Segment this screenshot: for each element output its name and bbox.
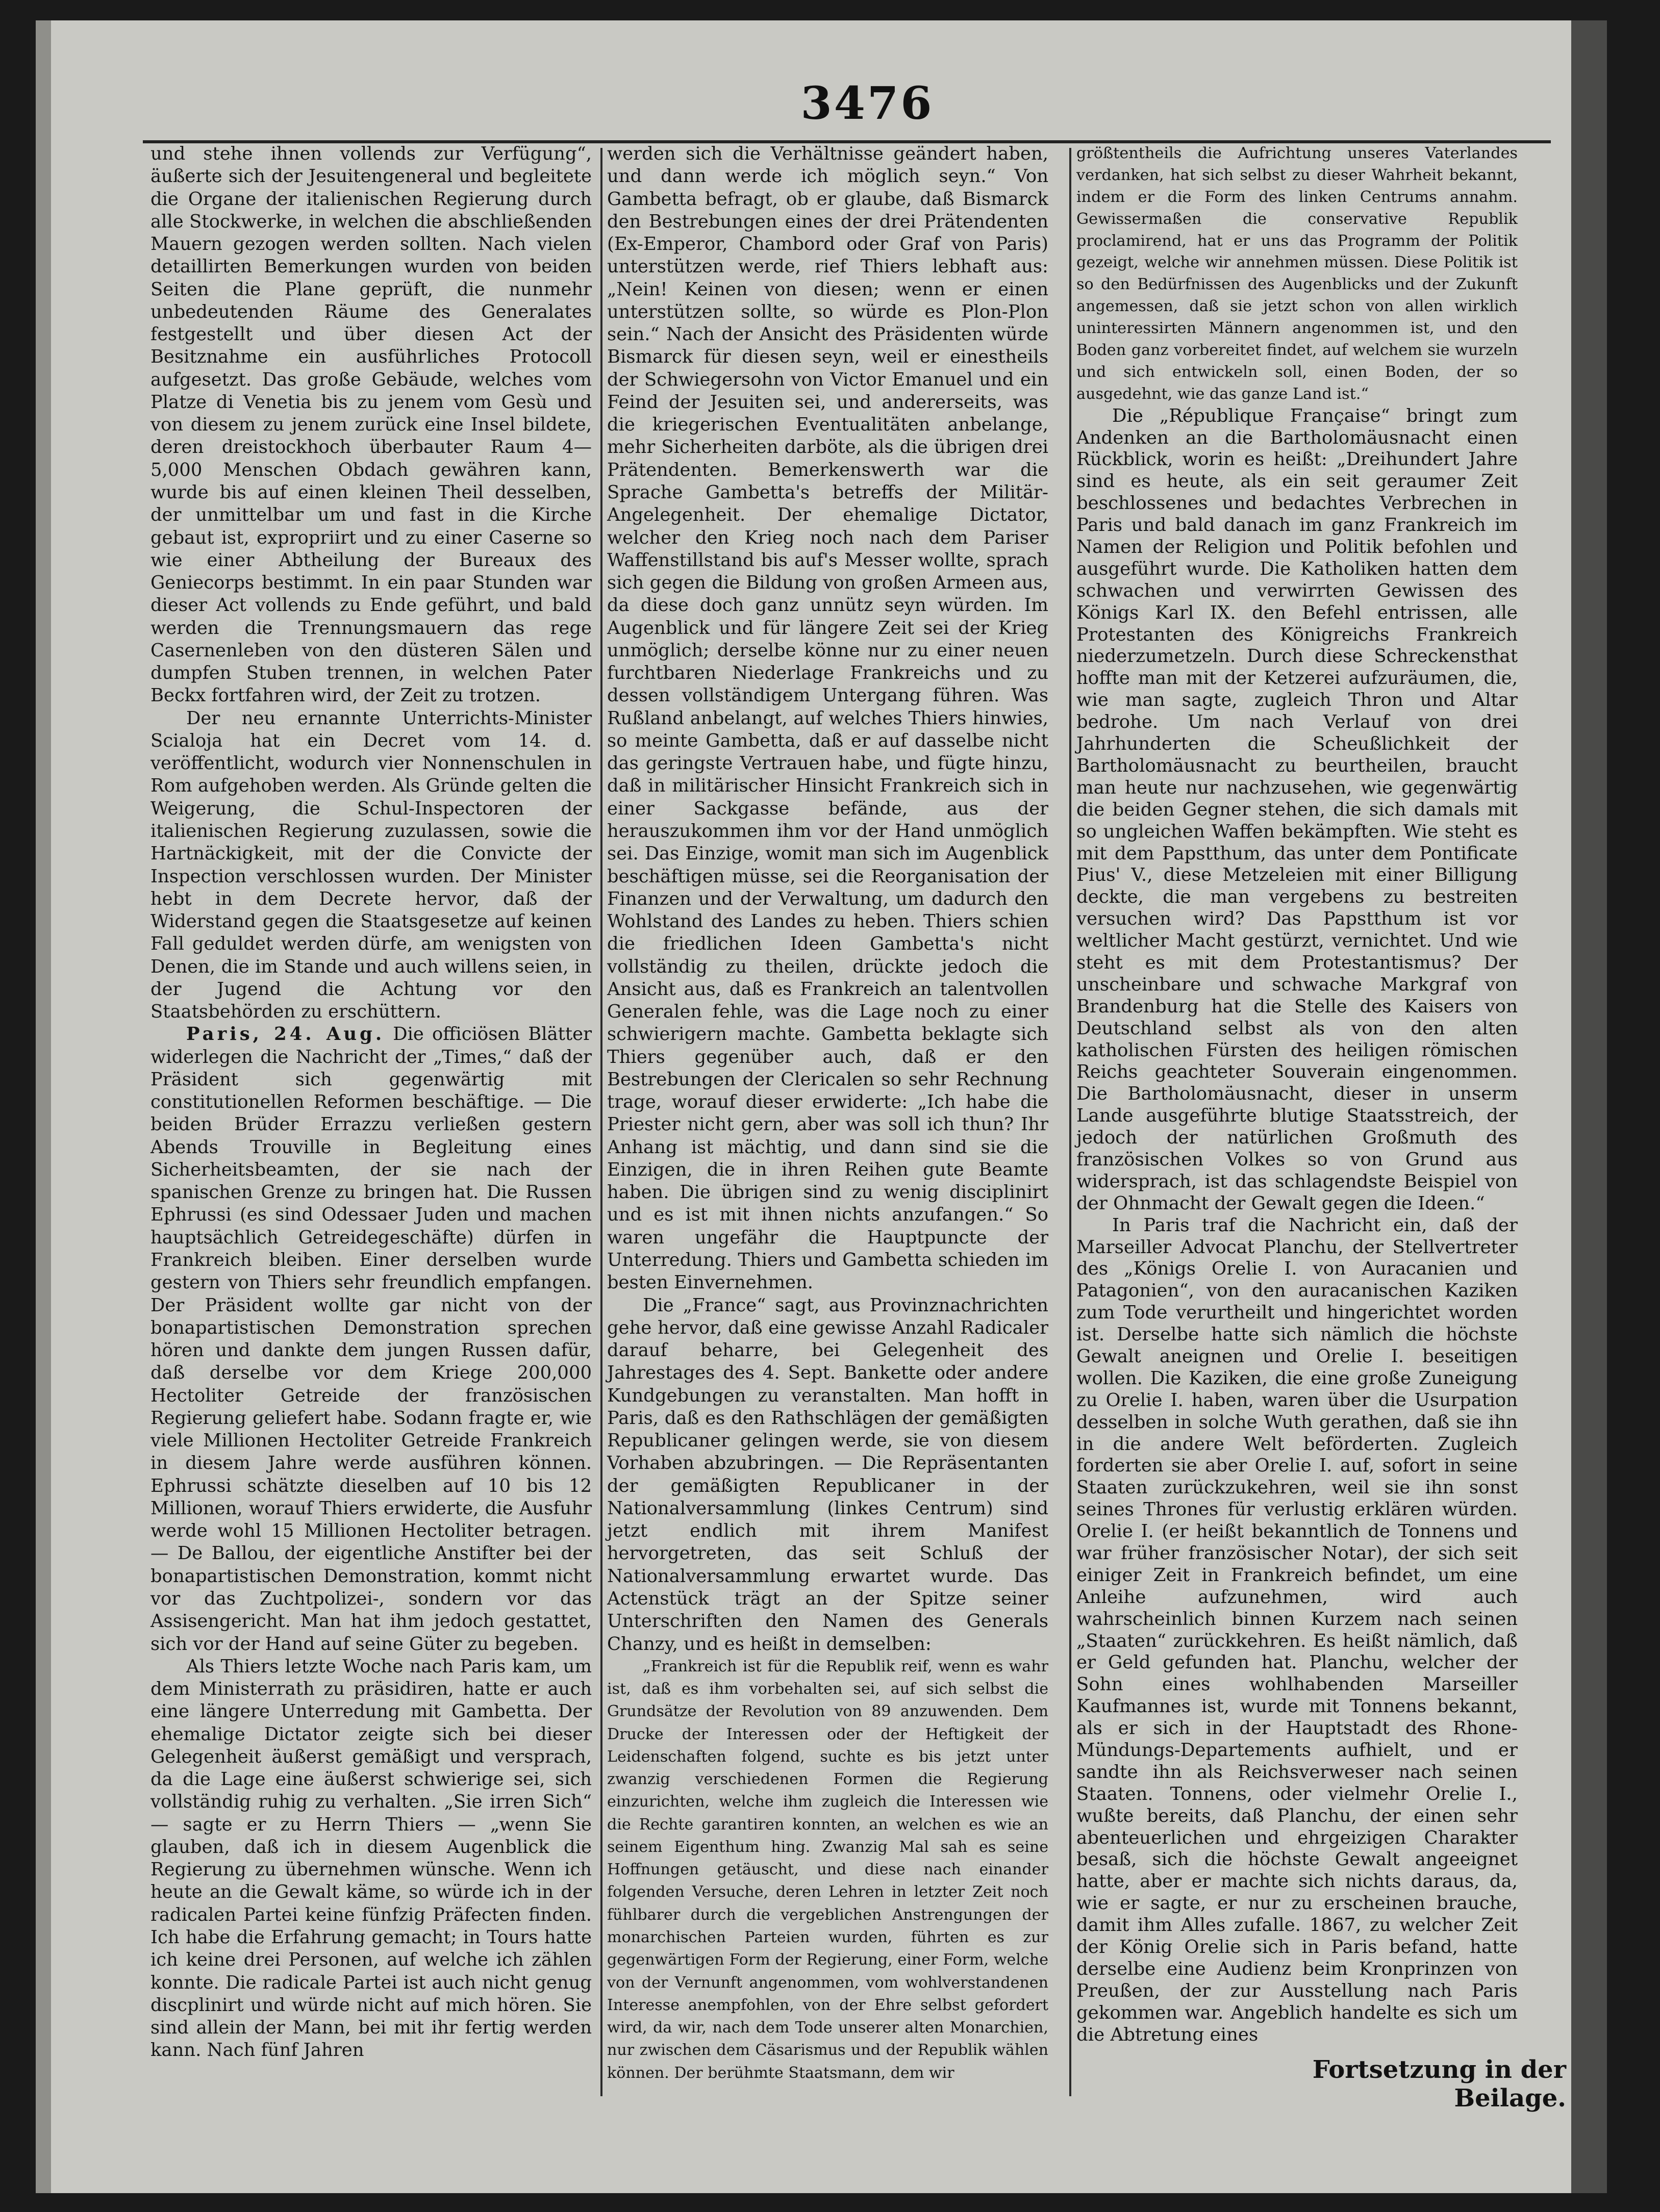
column-2 [607,143,1048,2084]
column-1 [150,143,592,2062]
column-divider [600,148,602,2096]
paragraph: werden sich die Verhältnisse geändert haben, und dann werde ich möglich seyn.“ Von Gambetta befragt, ob er glaube, daß Bismarck den Bestrebungen eines der drei Prätendenten (Ex-Emperor, Chambord oder Graf von Paris) unterstützen werde, rief Thiers lebhaft aus: „Nein! Keinen von diesen; wenn er einen unterstützen sollte, so würde es Plon-Plon sein.“ Nach der Ansicht des Präsidenten würde Bismarck für diesen seyn, weil er einestheils der Schwiegersohn von Victor Emanuel und ein Feind der Jesuiten sei, und andererseits, was die kriegerischen Eventualitäten anbelange, mehr Sicherheiten darböte, als die übrigen drei Prätendenten. Bemerkenswerth war die Sprache Gambetta's betreffs der Militär-Angelegenheit. Der ehemalige Dictator, welcher den Krieg noch nach dem Pariser Waffenstillstand bis auf's Messer wollte, sprach sich gegen die Bildung von großen Armeen aus, da diese doch ganz unnütz seyn würden. Im Augenblick und für längere Zeit sei der Krieg unmöglich; derselbe könne nur zu einer neuen furchtbaren Niederlage Frankreichs und zu dessen vollständigem Untergang führen. Was Rußland anbelangt, auf welches Thiers hinwies, so meinte Gambetta, daß er auf dasselbe nicht das geringste Vertrauen habe, und fügte hinzu, daß in militärischer Hinsicht Frankreich sich in einer Sackgasse befände, aus der herauszukommen ihm vor der Hand unmöglich sei. Das Einzige, womit man sich im Augenblick beschäftigen müsse, sei die Reorganisation der Finanzen und der Verwaltung, um dadurch den Wohlstand des Landes zu heben. Thiers schien die friedlichen Ideen Gambetta's nicht vollständig zu theilen, drückte jedoch die Ansicht aus, daß es Frankreich an talentvollen Generalen fehle, was die Lage noch zu einer schwierigern machte. Gambetta beklagte sich Thiers gegenüber auch, daß er den Bestrebungen der Clericalen so sehr Rechnung trage, worauf dieser erwiderte: „Ich habe die Priester nicht gern, aber was soll ich thun? Ihr Anhang ist mächtig, und dann sind sie die Einzigen, die in ihren Reihen gute Beamte haben. Die übrigen sind zu wenig disciplinirt und es ist mit ihnen nichts anzufangen.“ So waren ungefähr die Hauptpuncte der Unterredung. Thiers und Gambetta schieden im besten Einvernehmen. [607,143,1048,1293]
paragraph: In Paris traf die Nachricht ein, daß der Marseiller Advocat Planchu, der Stellvertreter des „Königs Orelie I. von Auracanien und Patagonien“, von den auracanischen Kaziken zum Tode verurtheilt und hingerichtet worden ist. Derselbe hatte sich nämlich die höchste Gewalt aneignen und Orelie I. beseitigen wollen. Die Kaziken, die eine große Zuneigung zu Orelie I. haben, waren über die Usurpation desselben in solche Wuth gerathen, daß sie ihn in die andere Welt beförderten. Zugleich forderten sie aber Orelie I. auf, sofort in seine Staaten zurückzukehren, weil sie ihn sonst seines Thrones für verlustig erklären würden. Orelie I. (er heißt bekanntlich de Tonnens und war früher französischer Notar), der sich seit einiger Zeit in Frankreich befindet, um eine Anleihe aufzunehmen, wird auch wahrscheinlich binnen Kurzem nach seinen „Staaten“ zurückkehren. Es heißt nämlich, daß er Geld gefunden hat. Planchu, welcher der Sohn eines wohlhabenden Marseiller Kaufmannes ist, wurde mit Tonnens bekannt, als er sich in der Hauptstadt des Rhone-Mündungs-Departements aufhielt, und er sandte ihn als Reichsverweser nach seinen Staaten. Tonnens, oder vielmehr Orelie I., wußte bereits, daß Planchu, der einen sehr abenteuerlichen und ehrgeizigen Charakter besaß, sich die höchste Gewalt angeeignet hatte, aber er machte sich nichts daraus, da, wie er sagte, er nur zu erscheinen brauche, damit ihm Alles zufalle. 1867, zu welcher Zeit der König Orelie sich in Paris befand, hatte derselbe eine Audienz beim Kronprinzen von Preußen, der zur Ausstellung nach Paris gekommen war. Angeblich handelte es sich um die Abtretung eines [1076,1214,1518,2045]
continuation-note: Fortsetzung in der Beilage. [1312,2055,1566,2113]
paragraph: Der neu ernannte Unterrichts-Minister Scialoja hat ein Decret vom 14. d. veröffentlicht, wodurch vier Nonnenschulen in Rom aufgehoben werden. Als Gründe gelten die Weigerung, die Schul-Inspectoren der italienischen Regierung zuzulassen, sowie die Hartnäckigkeit, mit der die Convicte der Inspection verschlossen wurden. Der Minister hebt in dem Decrete hervor, daß der Widerstand gegen die Staatsgesetze auf keinen Fall geduldet werden dürfe, am wenigsten von Denen, die im Stande und auch willens seien, in der Jugend die Achtung vor den Staatsbehörden zu erschüttern. [150,707,592,1023]
paragraph: Die „République Française“ bringt zum Andenken an die Bartholomäusnacht einen Rückblick, worin es heißt: „Dreihundert Jahre sind es heute, als ein seit geraumer Zeit beschlossenes und bedachtes Verbrechen in Paris und bald danach im ganz Frankreich im Namen der Religion und Politik befohlen und ausgeführt wurde. Die Katholiken hatten dem schwachen und verwirrten Gewissen des Königs Karl IX. den Befehl entrissen, alle Protestanten des Königreichs Frankreich niederzumetzeln. Durch diese Schreckensthat hoffte man mit der Ketzerei aufzuräumen, die, wie man sagte, zugleich Thron und Altar bedrohe. Um nach Verlauf von drei Jahrhunderten die Scheußlichkeit der Bartholomäusnacht zu beurtheilen, braucht man heute nur nachzusehen, wie gegenwärtig die beiden Gegner stehen, die sich damals mit so ungleichen Waffen bekämpften. Wie steht es mit dem Papstthum, das unter dem Pontificate Pius' V., diese Metzeleien mit einer Billigung deckte, die man vergebens zu bestreiten versuchen wird? Das Papstthum ist vor weltlicher Macht gestürzt, vernichtet. Und wie steht es mit dem Protestantismus? Der unscheinbare und schwache Markgraf von Brandenburg hat die Stelle des Kaisers von Deutschland selbst als von den alten katholischen Fürsten des heiligen römischen Reichs geachteter Souverain eingenommen. Die Bartholomäusnacht, dieser in unserm Lande ausgeführte blutige Staatsstreich, der jedoch der natürlichen Großmuth des französischen Volkes so von Grund aus widersprach, ist das schlagendste Beispiel von der Ohnmacht der Gewalt gegen die Ideen.“ [1076,405,1518,1214]
newspaper-page [36,20,1607,2193]
column-3 [1076,143,1518,2046]
dateline: Paris, 24. Aug. [186,1024,385,1045]
page-edge-right [1571,20,1607,2193]
page-number: 3476 [800,77,934,130]
paragraph: Die „France“ sagt, aus Provinznachrichten gehe hervor, daß eine gewisse Anzahl Radicaler darauf beharre, bei Gelegenheit des Jahrestages des 4. Sept. Bankette oder andere Kundgebungen zu veranstalten. Man hofft in Paris, daß es den Rathschlägen der gemäßigten Republicaner gelingen werde, sie von diesem Vorhaben abzubringen. — Die Repräsentanten der gemäßigten Republicaner in der Nationalversammlung (linkes Centrum) sind jetzt endlich mit ihrem Manifest hervorgetreten, das seit Schluß der Nationalversammlung erwartet wurde. Das Actenstück trägt an der Spitze seiner Unterschriften den Namen des Generals Chanzy, und es heißt in demselben: [607,1294,1048,1655]
page-edge-left [36,20,51,2193]
paragraph-body: Die officiösen Blätter widerlegen die Nachricht der „Times,“ daß der Präsident sich gegenwärtig mit constitutionellen Reformen beschäftige. — Die beiden Brüder Errazzu verließen gestern Abends Trouville in Begleitung eines Sicherheitsbeamten, der sie nach der spanischen Grenze zu bringen hat. Die Russen Ephrussi (es sind Odessaer Juden und machen hauptsächlich Getreidegeschäfte) dürfen in Frankreich bleiben. Einer derselben wurde gestern von Thiers sehr freundlich empfangen. Der Präsident wollte gar nicht von der bonapartistischen Demonstration sprechen hören und dankte dem jungen Russen dafür, daß derselbe vor dem Kriege 200,000 Hectoliter Getreide der französischen Regierung geliefert habe. Sodann fragte er, wie viele Millionen Hectoliter Getreide Frankreich in diesem Jahre werde ausführen können. Ephrussi schätzte dieselben auf 10 bis 12 Millionen, worauf Thiers erwiderte, die Ausfuhr werde wohl 15 Millionen Hectoliter betragen. — De Ballou, der eigentliche Anstifter bei der bonapartistischen Demonstration, kommt nicht vor das Zuchtpolizei-, sondern vor das Assisengericht. Man hat ihm jedoch gestattet, sich vor der Hand auf seine Güter zu begeben. [150,1024,592,1655]
paragraph [150,1023,592,1655]
column-divider [1069,148,1071,2096]
quoted-manifest-continued: größtentheils die Aufrichtung unseres Vaterlandes verdanken, hat sich selbst zu dieser Wahrheit bekannt, indem er die Form des linken Centrums annahm. Gewissermaßen die conservative Republik proclamirend, hat er uns das Programm der Politik gezeigt, welche wir annehmen müssen. Diese Politik ist so den Bedürfnissen des Augenblicks und der Zukunft angemessen, daß sie jetzt schon von allen wirklich uninteressirten Männern angenommen ist, und den Boden ganz vorbereitet findet, auf welchem sie wurzeln und sich entwickeln soll, einen Boden, der so ausgedehnt, wie das ganze Land ist.“ [1076,144,1518,403]
paragraph: und stehe ihnen vollends zur Verfügung“, äußerte sich der Jesuitengeneral und begleitete die Organe der italienischen Regierung durch alle Stockwerke, in welchen die abschließenden Mauern gezogen werden sollten. Nach vielen detaillirten Bemerkungen wurden von beiden Seiten die Plane geprüft, die nunmehr unbedeutenden Räume des Generalates festgestellt und über diesen Act der Besitznahme ein ausführliches Protocoll aufgesetzt. Das große Gebäude, welches vom Platze di Venetia bis zu jenem vom Gesù und von diesem zu jenem zurück eine Insel bildete, deren dreistockhoch überbauter Raum 4—5,000 Menschen Obdach gewähren kann, wurde bis auf einen kleinen Theil desselben, der unmittelbar um und fast in die Kirche gebaut ist, expropriirt und zu einer Caserne so wie einer Abtheilung der Bureaux des Geniecorps bestimmt. In ein paar Stunden war dieser Act vollends zu Ende geführt, und bald werden die Trennungsmauern das rege Casernenleben von den düsteren Sälen und dumpfen Stuben trennen, in welchen Pater Beckx fortfahren wird, der Zeit zu trotzen. [150,143,592,706]
paragraph: Als Thiers letzte Woche nach Paris kam, um dem Ministerrath zu präsidiren, hatte er auch eine längere Unterredung mit Gambetta. Der ehemalige Dictator zeigte sich bei dieser Gelegenheit äußerst gemäßigt und versprach, da die Lage eine äußerst schwierige sei, sich vollständig ruhig zu verhalten. „Sie irren Sich“ — sagte er zu Herrn Thiers — „wenn Sie glauben, daß ich in diesem Augenblick die Regierung zu übernehmen wünsche. Wenn ich heute an die Gewalt käme, so würde ich in der radicalen Partei keine fünfzig Präfecten finden. Ich habe die Erfahrung gemacht; in Tours hatte ich keine drei Personen, auf welche ich zählen konnte. Die radicale Partei ist auch nicht genug discplinirt und würde nicht auf mich hören. Sie sind allein der Mann, bei mit ihr fertig werden kann. Nach fünf Jahren [150,1656,592,2061]
quoted-manifest: „Frankreich ist für die Republik reif, wenn es wahr ist, daß es ihm vorbehalten sei, auf sich selbst die Grundsätze der Revolution von 89 anzuwenden. Dem Drucke der Interessen oder der Heftigkeit der Leidenschaften folgend, suchte es bis jetzt unter zwanzig verschiedenen Formen die Regierung einzurichten, welche ihm zugleich die Interessen wie die Rechte garantiren konnten, an welchen es wie an seinem Eigenthum hing. Zwanzig Mal sah es seine Hoffnungen getäuscht, und diese nach einander folgenden Versuche, deren Lehren in letzter Zeit noch fühlbarer durch die vergeblichen Anstrengungen der monarchischen Parteien wurden, führten es zur gegenwärtigen Form der Regierung, einer Form, welche von der Vernunft angenommen, vom wohlverstandenen Interesse anempfohlen, von der Ehre selbst gefordert wird, da wir, nach dem Tode unserer alten Monarchien, nur zwischen dem Cäsarismus und der Republik wählen können. Der berühmte Staatsmann, dem wir [607,1657,1048,2082]
